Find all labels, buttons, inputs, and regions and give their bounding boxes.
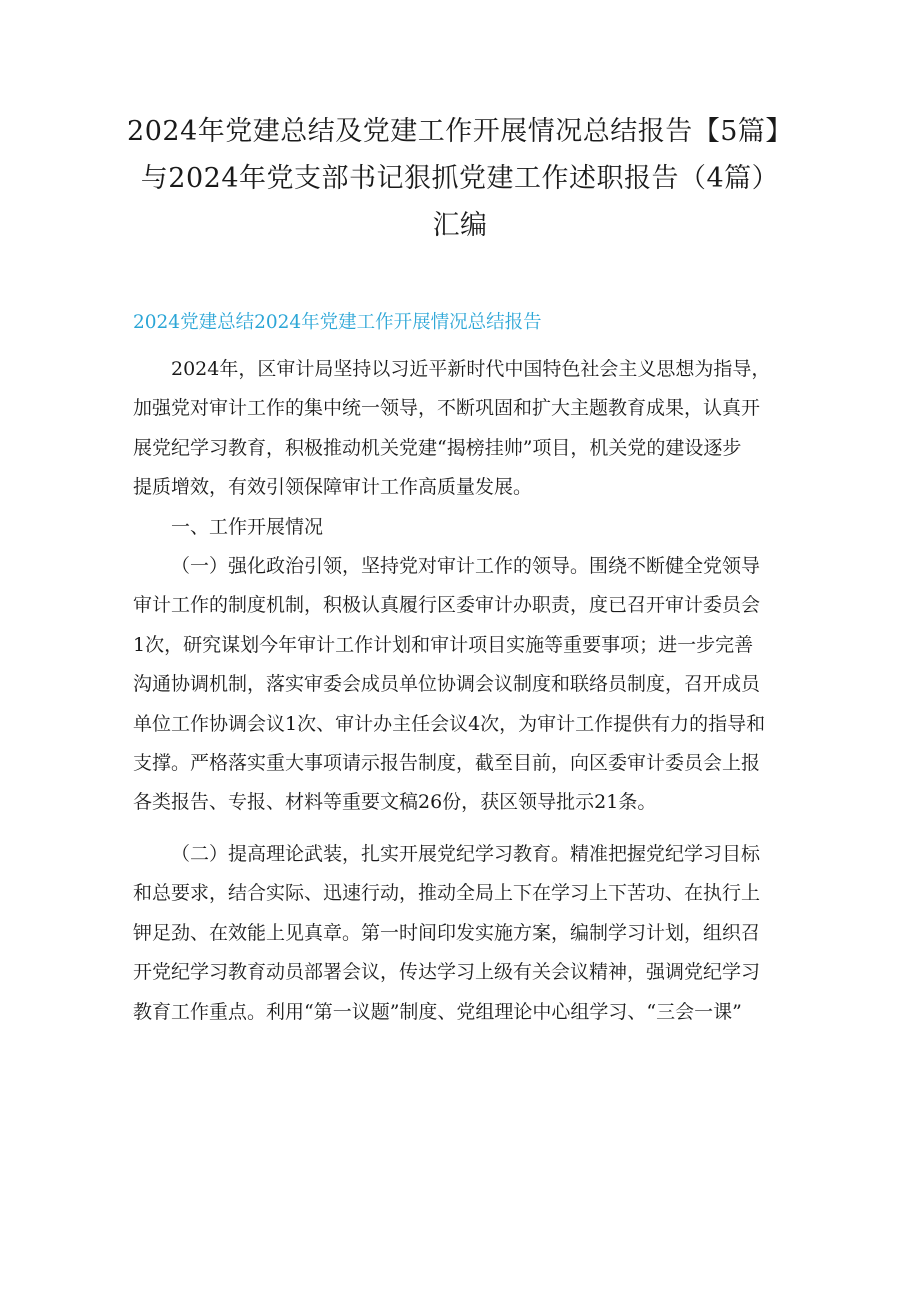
document-body (133, 350, 793, 1032)
title-line-2: 与2024年党支部书记狠抓党建工作述职报告（4篇） (140, 163, 780, 194)
section-heading-link[interactable]: 2024党建总结2024年党建工作开展情况总结报告 (133, 312, 542, 333)
paragraph-line: 钾足劲、在效能上见真章。第一时间印发实施方案，编制学习计划，组织召 (133, 921, 761, 944)
paragraph-line: 审计工作的制度机制，积极认真履行区委审计办职责，度已召开审计委员会 (133, 594, 761, 617)
title-line-3: 汇编 (432, 210, 488, 241)
paragraph-line: 加强党对审计工作的集中统一领导，不断巩固和扩大主题教育成果，认真开 (133, 397, 761, 420)
paragraph-line: 展党纪学习教育，积极推动机关党建“揭榜挂帅”项目，机关党的建设逐步 (133, 436, 742, 459)
subheading-work-status (133, 508, 793, 547)
paragraph-line: 2024年，区审计局坚持以习近平新时代中国特色社会主义思想为指导， (171, 358, 771, 380)
title-line-1: 2024年党建总结及党建工作开展情况总结报告【5篇】 (127, 116, 793, 147)
paragraph-line: 单位工作协调会议1次、审计办主任会议4次，为审计工作提供有力的指导和 (133, 712, 766, 735)
intro-paragraph (133, 350, 793, 508)
paragraph-line: 提质增效，有效引领保障审计工作高质量发展。 (133, 476, 533, 499)
paragraph-political-guidance (133, 547, 793, 823)
paragraph-line: 1次，研究谋划今年审计工作计划和审计项目实施等重要事项；进一步完善 (133, 633, 754, 656)
paragraph-theory-study (133, 835, 793, 1032)
paragraph-line: 各类报告、专报、材料等重要文稿26份，获区领导批示21条。 (133, 791, 657, 814)
paragraph-line: （一）强化政治引领，坚持党对审计工作的领导。围绕不断健全党领导 (171, 555, 761, 578)
document-title (100, 108, 820, 249)
paragraph-line: 教育工作重点。利用“第一议题”制度、党组理论中心组学习、“三会一课” (133, 1000, 742, 1023)
paragraph-line: （二）提高理论武装，扎实开展党纪学习教育。精准把握党纪学习目标 (171, 842, 761, 865)
paragraph-line: 开党纪学习教育动员部署会议，传达学习上级有关会议精神，强调党纪学习 (133, 961, 761, 984)
paragraph-line: 一、工作开展情况 (171, 515, 324, 538)
paragraph-line: 沟通协调机制，落实审委会成员单位协调会议制度和联络员制度，召开成员 (133, 673, 761, 696)
paragraph-line: 支撑。严格落实重大事项请示报告制度，截至目前，向区委审计委员会上报 (133, 752, 761, 775)
paragraph-line: 和总要求，结合实际、迅速行动，推动全局上下在学习上下苦功、在执行上 (133, 882, 761, 905)
